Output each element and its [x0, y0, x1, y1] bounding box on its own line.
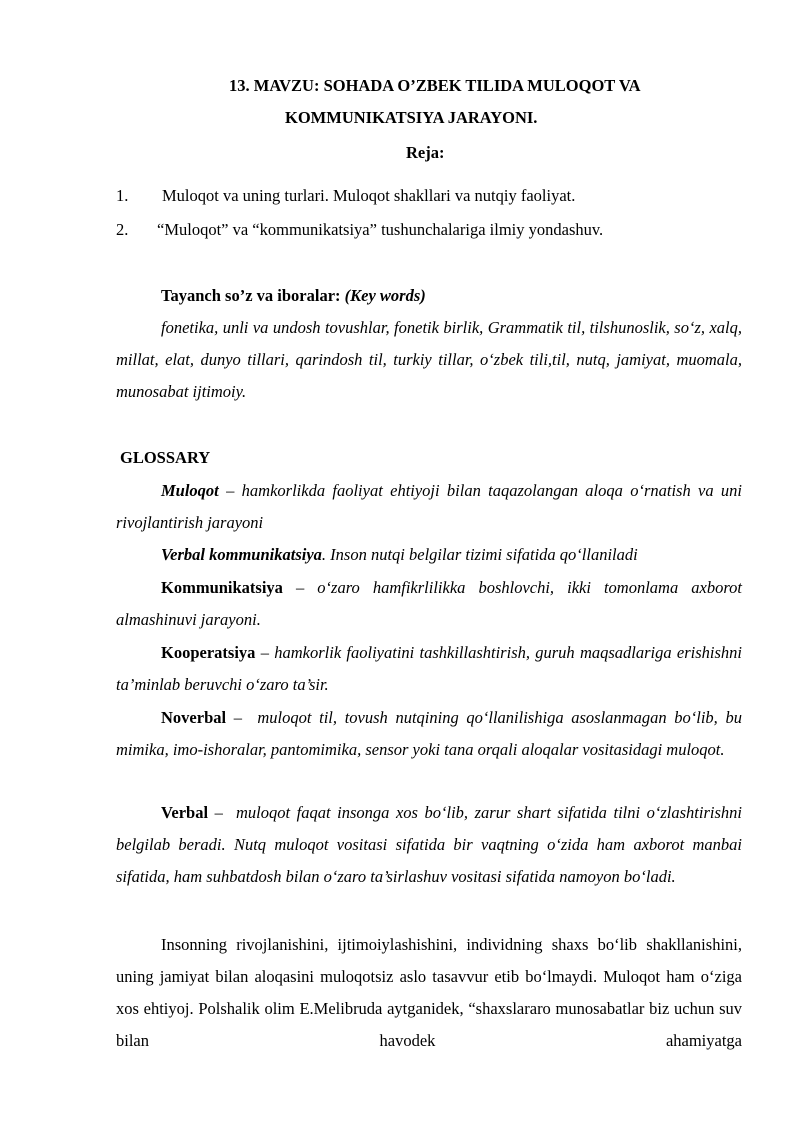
glossary-entry-kooperatsiya	[116, 637, 742, 701]
glossary-term: Verbal	[161, 803, 209, 822]
keywords-label-en: (Key words)	[344, 286, 426, 305]
glossary-definition: hamkorlikda faoliyat ehtiyoji bilan taqazolangan aloqa o‘rnatish va uni rivojlantirish jarayoni	[116, 481, 742, 532]
plan-item-text: Muloqot va uning turlari. Muloqot shakllari va nutqiy faoliyat.	[162, 186, 576, 205]
glossary-definition: muloqot faqat insonga xos bo‘lib, zarur shart sifatida tilni o‘zlashtirishni belgilab beradi. Nutq muloqot vositasi sifatida bir vaqtning o‘zida ham axborot manbai sifatida, ham suhbatdosh bilan o‘zaro ta’sirlashuv vositasi sifatida namoyon bo‘ladi.	[116, 803, 742, 886]
glossary-entry-noverbal	[116, 702, 742, 766]
glossary-term: Noverbal	[161, 708, 227, 727]
glossary-entry-kommunikatsiya	[116, 572, 742, 636]
plan-item-1	[116, 186, 575, 206]
glossary-definition: hamkorlik faoliyatini tashkillashtirish, guruh maqsadlariga erishishni ta’minlab beruvchi o‘zaro ta’sir.	[116, 643, 742, 694]
glossary-term: Muloqot	[161, 481, 219, 500]
glossary-term: Kommunikatsiya	[161, 578, 283, 597]
glossary-separator: –	[218, 481, 242, 500]
plan-item-number: 1.	[116, 186, 129, 205]
glossary-heading: GLOSSARY	[120, 448, 211, 467]
glossary-separator: –	[282, 578, 318, 597]
glossary-definition: Inson nutqi belgilar tizimi sifatida qo‘llaniladi	[330, 545, 638, 564]
glossary-separator: –	[208, 803, 236, 822]
glossary-entry-muloqot	[116, 475, 742, 539]
glossary-entry-verbal-kommunikatsiya	[116, 539, 742, 571]
glossary-entry-verbal	[116, 797, 742, 893]
plan-item-number: 2.	[116, 220, 129, 239]
glossary-separator: –	[226, 708, 258, 727]
glossary-separator: –	[255, 643, 275, 662]
plan-item-2	[116, 220, 603, 240]
glossary-definition: muloqot til, tovush nutqining qo‘llanilishiga asoslanmagan bo‘lib, bu mimika, imo-ishoralar, pantomimika, sensor yoki tana orqali aloqalar vositasidagi muloqot.	[116, 708, 742, 759]
glossary-separator: .	[321, 545, 331, 564]
glossary-term: Verbal kommunikatsiya	[161, 545, 322, 564]
title-line-1: 13. MAVZU: SOHADA O’ZBEK TILIDA MULOQOT VA	[229, 76, 641, 95]
plan-item-text: “Muloqot” va “kommunikatsiya” tushunchalariga ilmiy yondashuv.	[157, 220, 604, 239]
glossary-term: Kooperatsiya	[161, 643, 256, 662]
body-paragraph: Insonning rivojlanishini, ijtimoiylashishini, individning shaxs bo‘lib shakllanishini, uning jamiyat bilan aloqasini muloqotsiz aslo tasavvur etib bo‘lmaydi. Muloqot ham o‘ziga xos ehtiyoj. Polshalik olim E.Melibruda aytganidek, “shaxslararo munosabatlar biz uchun suv bilan havodek ahamiyatga	[116, 935, 742, 1050]
keywords-heading	[116, 280, 742, 312]
keywords-label: Tayanch so’z va iboralar:	[161, 286, 341, 305]
title-line-2: KOMMUNIKATSIYA JARAYONI.	[285, 108, 538, 127]
plan-heading: Reja:	[406, 143, 445, 162]
keywords-text: fonetika, unli va undosh tovushlar, fonetik birlik, Grammatik til, tilshunoslik, so‘z, xalq, millat, elat, dunyo tillari, qarindosh til, turkiy tillar, o‘zbek tili,til, nutq, jamiyat, muomala, munosabat ijtimoiy.	[116, 318, 742, 401]
glossary-definition: o‘zaro hamfikrlilikka boshlovchi, ikki tomonlama axborot almashinuvi jarayoni.	[116, 578, 742, 629]
